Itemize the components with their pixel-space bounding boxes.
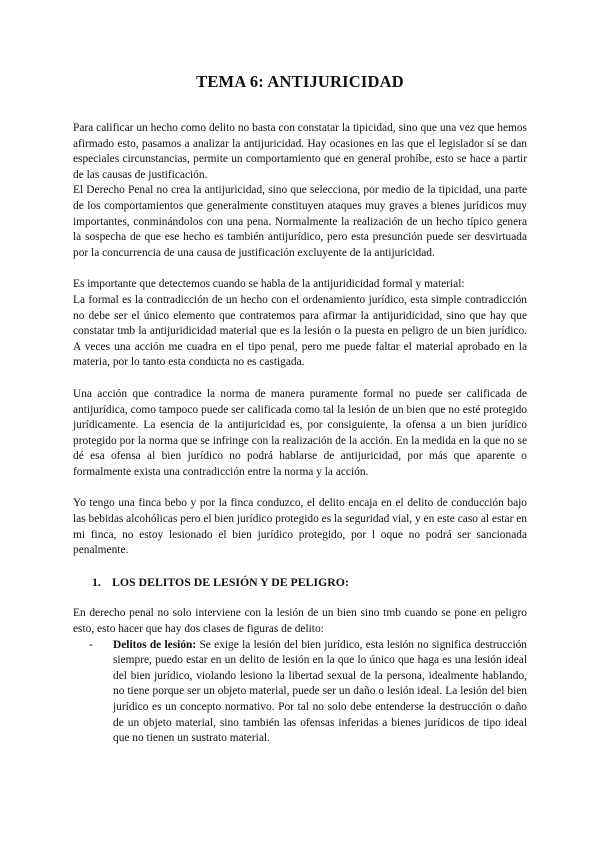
section-title: LOS DELITOS DE LESIÓN Y DE PELIGRO: — [112, 574, 349, 589]
page-title: TEMA 6: ANTIJURICIDAD — [196, 72, 404, 91]
bullet-term: Delitos de lesión: — [113, 638, 197, 651]
document-body — [73, 121, 527, 747]
section-heading — [73, 575, 527, 591]
paragraph-formal-definition: La formal es la contradicción de un hecho con el ordenamiento jurídico, esta simple contradicción no debe ser el único elemento que contratemos para afirmar la antijuridicidad, sino que hay que constatar tmb la antijuridicidad material que es la lesión o la puesta en peligro de un bien jurídico. A veces una acción me cuadra en el tipo penal, pero me puede faltar el material aprobado en la materia, por lo tanto esta conducta no es castigada. — [73, 293, 527, 369]
paragraph-tipicidad: Para calificar un hecho como delito no basta con constatar la tipicidad, sino que una vez que hemos afirmado esto, pasamos a analizar la antijuricidad. Hay ocasiones en las que el legislador sí se dan especiales circunstancias, permite un comportamiento que en general prohíbe, esto se hace a partir de las causas de justificación. — [73, 122, 527, 181]
section-number: 1. — [92, 574, 101, 589]
bullet-text — [113, 638, 527, 747]
paragraph-accion-formal: Una acción que contradice la norma de manera puramente formal no puede ser calificada de antijurídica, como tampoco puede ser calificada como tal la lesión de un bien que no esté protegido jurídicamente. La esencia de la antijuricidad es, por consiguiente, la ofensa a un bien jurídico protegido por la norma que se infringe con la realización de la acción. En la medida en la que no se dé esa ofensa al bien jurídico no podrá hablarse de antijuricidad, por más que aparente o formalmente exista una contradicción entre la norma y la acción. — [73, 387, 527, 478]
bullet-item — [73, 638, 527, 747]
paragraph-formal-material-intro: Es importante que detectemos cuando se habla de la antijuridicidad formal y material: — [73, 278, 465, 291]
paragraph-derecho-penal: El Derecho Penal no crea la antijuricidad, sino que selecciona, por medio de la tipicidad, una parte de los comportamientos que generalmente constituyen ataques muy graves a bienes jurídicos muy importantes, conminándolos con una pena. Normalmente la realización de un hecho típico genera la sospecha de que ese hecho es también antijurídico, pero esta presunción puede ser desvirtuada por la concurrencia de una causa de justificación excluyente de la antijuricidad. — [73, 184, 527, 259]
paragraph-ejemplo-finca: Yo tengo una finca bebo y por la finca conduzco, el delito encaja en el delito de conducción bajo las bebidas alcohólicas pero el bien jurídico protegido es la seguridad vial, y en este caso al estar en mi finca, no estoy lesionado el bien jurídico protegido, por l oque no podrá ser sancionada penalmente. — [73, 497, 527, 557]
bullet-description: Se exige la lesión del bien jurídico, esta lesión no significa destrucción siempre, puedo estar en un delito de lesión en la que lo único que haga es una lesión ideal del bien jurídico, violando lesiono la libertad sexual de la persona, idealmente hablando, no tiene porque ser un objeto material, puede ser un daño o lesión ideal. La lesión del bien jurídico es un concepto normativo. Por tal no solo debe entenderse la destrucción o daño de un objeto material, sino también las ofensas inferidas a bienes jurídicos de tipo ideal que no tienen un sustrato material. — [113, 638, 527, 745]
bullet-dash: - — [89, 638, 93, 651]
section-intro: En derecho penal no solo interviene con la lesión de un bien sino tmb cuando se pone en peligro esto, esto hacer que hay dos clases de figuras de delito: — [73, 607, 527, 636]
